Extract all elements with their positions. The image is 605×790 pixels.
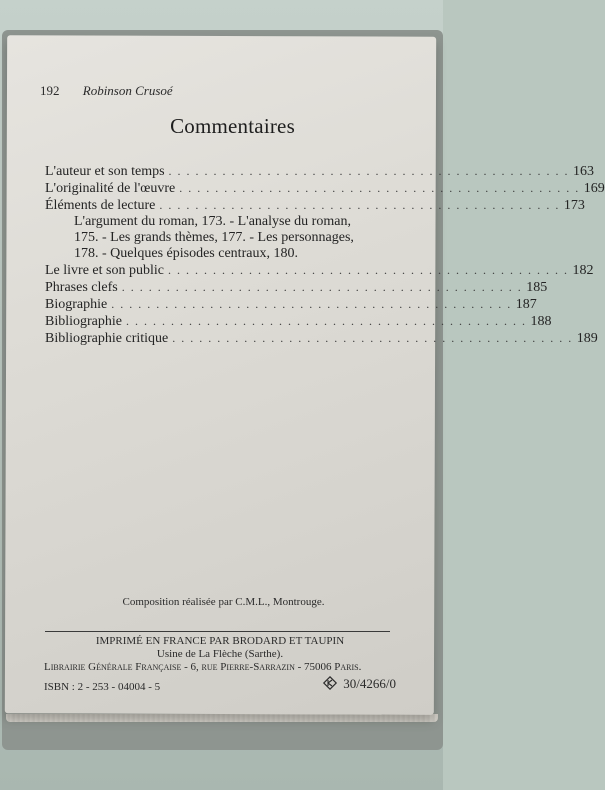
toc-entry-page: 169 xyxy=(583,181,605,196)
toc-entry-page: 189 xyxy=(576,331,598,346)
toc-subentry-line: 175. - Les grands thèmes, 177. - Les personnages, xyxy=(74,230,354,245)
leader-dots: . . . . . . . . . . . . . . . . . . . . . . . . . . . . . . . . . . . . . . . . . . . . . xyxy=(159,198,560,212)
leader-dots: . . . . . . . . . . . . . . . . . . . . . . . . . . . . . . . . . . . . . . . . . . . . . xyxy=(126,314,527,328)
toc-entry-page: 173 xyxy=(563,198,585,213)
leader-dots: . . . . . . . . . . . . . . . . . . . . . . . . . . . . . . . . . . . . . . . . . . . . . xyxy=(111,297,512,311)
toc-entry xyxy=(45,197,585,214)
toc-entry xyxy=(45,313,552,330)
toc-entry-label: L'originalité de l'œuvre xyxy=(45,181,176,196)
isbn-row xyxy=(44,676,396,694)
publisher-logo-icon xyxy=(323,676,337,690)
toc-subentry-line: 178. - Quelques épisodes centraux, 180. xyxy=(74,246,298,261)
toc-entry-label: Biographie xyxy=(45,297,108,312)
running-head xyxy=(40,83,173,99)
print-code-number: 30/4266/0 xyxy=(343,675,396,691)
toc-entry xyxy=(45,296,537,313)
leader-dots: . . . . . . . . . . . . . . . . . . . . . . . . . . . . . . . . . . . . . . . . . . . . . xyxy=(121,280,523,294)
toc-entry-label: Bibliographie xyxy=(45,314,122,329)
factory-line: Usine de La Flèche (Sarthe). xyxy=(156,648,284,660)
printer-imprint xyxy=(44,635,396,694)
toc-entry-page: 187 xyxy=(515,297,537,312)
printer-line: IMPRIMÉ EN FRANCE PAR BRODARD ET TAUPIN xyxy=(95,635,345,647)
page-edges xyxy=(6,714,438,722)
toc-entry-page: 188 xyxy=(530,314,552,329)
toc-entry-label: Bibliographie critique xyxy=(45,331,169,346)
leader-dots: . . . . . . . . . . . . . . . . . . . . . . . . . . . . . . . . . . . . . . . . . . . . . xyxy=(168,164,570,178)
toc-entry xyxy=(45,163,595,180)
toc-entry-page: 163 xyxy=(573,164,595,179)
toc-entry-page: 182 xyxy=(572,263,594,278)
toc-entry-page: 185 xyxy=(526,280,548,295)
toc-entry-label: Phrases clefs xyxy=(45,280,118,295)
divider-rule xyxy=(45,631,390,632)
page-number: 192 xyxy=(40,83,60,98)
toc-entry xyxy=(45,279,548,296)
publisher-line: Librairie Générale Française - 6, rue Pierre-Sarrazin - 75006 Paris. xyxy=(44,661,362,673)
toc-entry-label: Éléments de lecture xyxy=(45,198,156,213)
leader-dots: . . . . . . . . . . . . . . . . . . . . . . . . . . . . . . . . . . . . . . . . . . . . . xyxy=(172,331,573,345)
book-title: Robinson Crusoé xyxy=(82,83,173,98)
leader-dots: . . . . . . . . . . . . . . . . . . . . . . . . . . . . . . . . . . . . . . . . . . . . . xyxy=(179,181,580,195)
table-of-contents xyxy=(45,163,605,347)
toc-entry xyxy=(45,330,598,347)
composition-credit: Composition réalisée par C.M.L., Montrouge. xyxy=(122,596,325,608)
page-heading: Commentaires xyxy=(170,114,295,138)
isbn: ISBN : 2 - 253 - 04004 - 5 xyxy=(44,681,161,693)
leader-dots: . . . . . . . . . . . . . . . . . . . . . . . . . . . . . . . . . . . . . . . . . . . . . xyxy=(167,263,569,277)
toc-subentry-line: L'argument du roman, 173. - L'analyse du roman, xyxy=(74,214,351,229)
print-code xyxy=(323,676,396,690)
toc-entry-label: L'auteur et son temps xyxy=(45,164,165,179)
toc-entry xyxy=(45,262,594,279)
toc-entry-label: Le livre et son public xyxy=(45,263,164,278)
toc-entry xyxy=(45,180,605,197)
